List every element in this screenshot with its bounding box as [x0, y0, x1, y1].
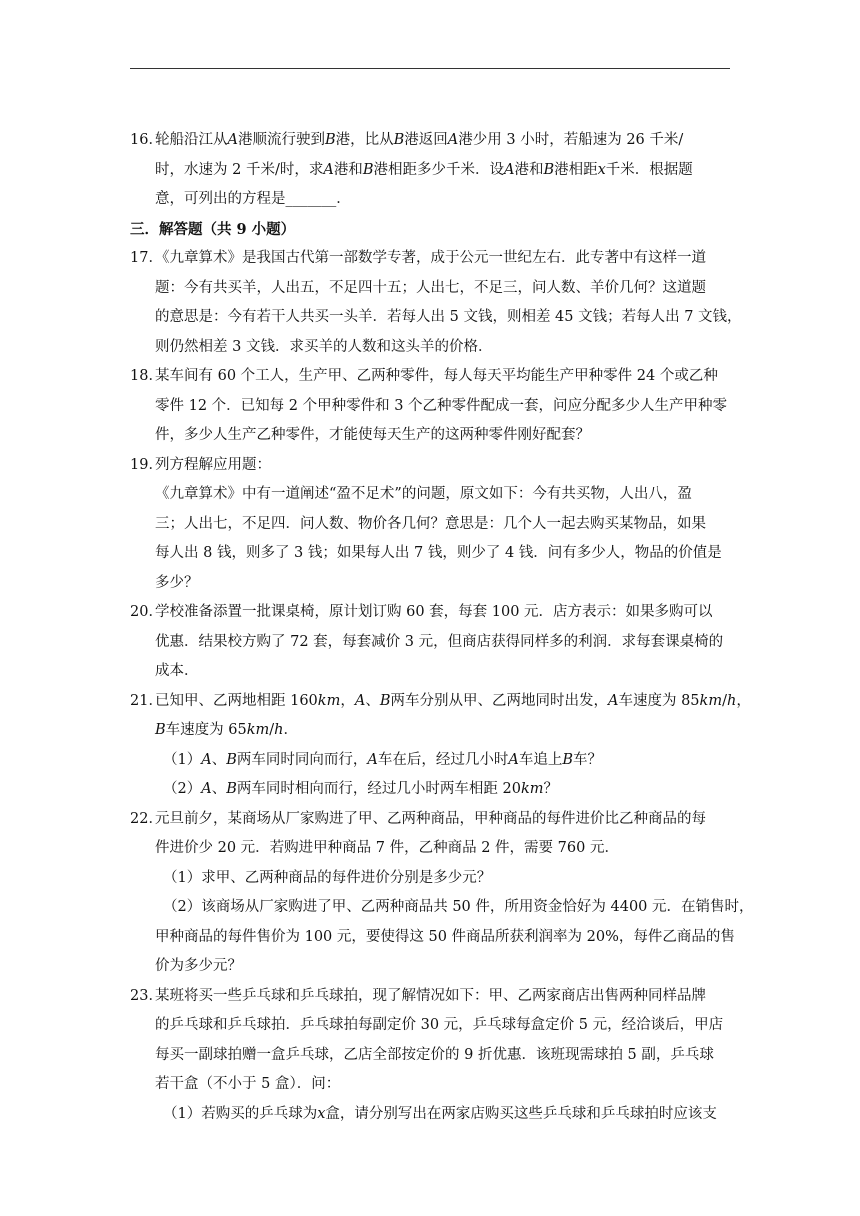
line-19: 成本．: [155, 663, 199, 679]
text: 某车间有 60 个工人，生产甲、乙两种零件，每人每天平均能生产甲种零件 24 个或乙种: [155, 368, 718, 384]
text: 两车同时同向而行，: [236, 751, 368, 768]
line-25: 件进价少 20 元．若购进甲种商品 7 件，乙种商品 2 件，需要 760 元．: [155, 840, 619, 856]
text: 两车同时相向而行，经过几小时两车相距 20: [236, 781, 521, 797]
text: /: [269, 722, 275, 738]
var: B: [562, 751, 573, 768]
line-33: 若干盒（不小于 5 盒）．问：: [155, 1076, 341, 1092]
text: 港相距多少千米．设: [373, 161, 504, 178]
var: x: [597, 161, 606, 178]
line-9: [130, 362, 736, 392]
text: 时，水速为 2 千米/时，求: [155, 161, 324, 178]
text: 车？: [573, 751, 602, 768]
line-30: [130, 982, 736, 1012]
line-31: 的乒乓球和乒乓球拍．乒乓球拍每副定价 30 元，乒乓球每盒定价 5 元，经洽谈后，甲店: [155, 1017, 724, 1033]
text: 元旦前夕，某商场从厂家购进了甲、乙两种商品，甲种商品的每件进价比乙种商品的每: [155, 810, 706, 827]
line-22: [130, 746, 736, 776]
text: 车速度为 85: [618, 692, 700, 709]
text: 《九章算术》是我国古代第一部数学专著，成于公元一世纪左右．此专著中有这样一道: [155, 250, 706, 266]
question-16-number: 16．: [130, 132, 163, 148]
var: B: [362, 161, 374, 178]
line-16: 多少？: [155, 574, 199, 591]
var: A: [227, 132, 238, 148]
line-28: 甲种商品的每件售价为 100 元，要使得这 50 件商品所获利润率为 20%，每件乙商品的售: [155, 928, 735, 945]
text: /: [722, 692, 727, 709]
text: 学校准备添置一批课桌椅，原计划订购 60 套，每套 100 元．店方表示：如果多购可以: [155, 604, 713, 620]
text: ．: [283, 722, 298, 738]
line-1: [130, 126, 736, 156]
var: A: [508, 751, 519, 768]
document-body: [130, 126, 754, 1129]
text: 千米．根据题: [605, 161, 693, 178]
text: 、: [211, 751, 227, 768]
text: 已知甲、乙两地相距 160: [155, 692, 318, 709]
text: 轮船沿江从: [155, 132, 228, 148]
var: B: [155, 722, 166, 738]
line-20: [130, 687, 751, 717]
text: 车追上: [518, 751, 563, 768]
text: 车速度为 65: [165, 722, 247, 738]
text: 某班将买一些乒乓球和乒乓球拍，现了解情况如下：甲、乙两家商店出售两种同样品牌: [155, 987, 706, 1004]
question-20-number: 20．: [130, 604, 163, 620]
text: 港和: [333, 161, 363, 178]
line-12: [130, 451, 736, 481]
line-26: （1）求甲、乙两种商品的每件进价分别是多少元？: [163, 869, 492, 886]
header-rule: [130, 68, 730, 69]
var: A: [447, 132, 459, 148]
unit: h: [274, 722, 284, 738]
line-14: 三；人出七，不足四．问人数、物价各几何？意思是：几个人一起去购买某物品，如果: [155, 515, 706, 532]
var: B: [543, 161, 555, 178]
var: A: [354, 692, 366, 709]
var: A: [503, 161, 515, 178]
var: x: [317, 1105, 326, 1122]
line-17: [130, 598, 736, 628]
line-34: [130, 1100, 736, 1130]
line-32: 每买一副球拍赠一盒乒乓球，乙店全部按定价的 9 折优惠．该班现需球拍 5 副，乒乓球: [155, 1046, 714, 1063]
line-8: 则仍然相差 3 文钱．求买羊的人数和这头羊的价格．: [155, 338, 493, 355]
text: （1）若购买的乒乓球为: [163, 1105, 318, 1122]
question-18-number: 18．: [130, 368, 163, 384]
text: 列方程解应用题：: [155, 456, 271, 473]
unit: km: [317, 692, 341, 709]
text: 、: [365, 692, 380, 709]
section-heading: 三．解答题（共 9 小题）: [130, 220, 296, 238]
question-21-number: 21．: [130, 692, 163, 709]
text: 意，可列出的方程是_______．: [155, 191, 351, 207]
line-21: [130, 716, 736, 746]
line-13: 《九章算术》中有一道阐述“盈不足术”的问题，原文如下：今有共买物，人出八，盈: [155, 486, 692, 502]
var: B: [324, 132, 336, 148]
line-10: 零件 12 个．已知每 2 个甲种零件和 3 个乙种零件配成一套，问应分配多少人生产甲种零: [155, 397, 728, 414]
line-3: [130, 185, 736, 215]
var: B: [379, 692, 391, 709]
text: 港，比从: [335, 132, 394, 148]
text: ，: [340, 692, 355, 709]
question-22-number: 22．: [130, 810, 163, 827]
text: 车在后，经过几小时: [377, 751, 509, 768]
question-17-number: 17．: [130, 250, 163, 266]
question-23-number: 23．: [130, 987, 163, 1004]
text: 盒，请分别写出在两家店购买这些乒乓球和乒乓球拍时应该支: [325, 1105, 717, 1122]
text: 港顺流行驶到: [237, 132, 325, 148]
text: ？: [543, 781, 558, 797]
unit: km: [699, 692, 723, 709]
line-23: [130, 775, 736, 805]
var: A: [201, 751, 212, 768]
var: A: [201, 781, 212, 797]
text: 两车分别从甲、乙两地同时出发，: [390, 692, 608, 709]
var: B: [226, 781, 237, 797]
var: A: [323, 161, 334, 178]
unit: km: [520, 781, 544, 797]
line-18: 优惠．结果校方购了 72 套，每套减价 3 元，但商店获得同样多的利润．求每套课桌椅的: [155, 633, 724, 650]
line-7: 的意思是：今有若干人共买一头羊．若每人出 5 文钱，则相差 45 文钱；若每人出 7 文钱，: [155, 309, 742, 325]
text: 、: [211, 781, 227, 797]
line-5: [130, 244, 736, 274]
text: ，: [736, 692, 751, 709]
line-2: [130, 156, 736, 186]
unit: km: [246, 722, 270, 738]
text: 港相距: [554, 161, 598, 178]
line-11: 件，多少人生产乙种零件，才能使每天生产的这两种零件刚好配套？: [155, 427, 590, 443]
text: 港返回: [404, 132, 448, 148]
var: A: [607, 692, 619, 709]
text: （2）: [163, 781, 202, 797]
var: B: [226, 751, 237, 768]
line-29: 价为多少元？: [155, 958, 242, 974]
text: （1）: [163, 751, 202, 768]
text: 港少用 3 小时，若船速为 26 千米/: [458, 132, 684, 148]
var: B: [393, 132, 405, 148]
line-15: 每人出 8 钱，则多了 3 钱；如果每人出 7 钱，则少了 4 钱．问有多少人，物品的价值是: [155, 545, 722, 561]
line-27: （2）该商场从厂家购进了甲、乙两种商品共 50 件，所用资金恰好为 4400 元．在销售时，: [163, 899, 754, 915]
line-6: 题：今有共买羊，人出五，不足四十五；人出七，不足三，问人数、羊价几何？这道题: [155, 279, 706, 296]
var: A: [367, 751, 378, 768]
text: 港和: [514, 161, 544, 178]
line-24: [130, 805, 736, 835]
question-19-number: 19．: [130, 456, 163, 473]
unit: h: [726, 692, 737, 709]
